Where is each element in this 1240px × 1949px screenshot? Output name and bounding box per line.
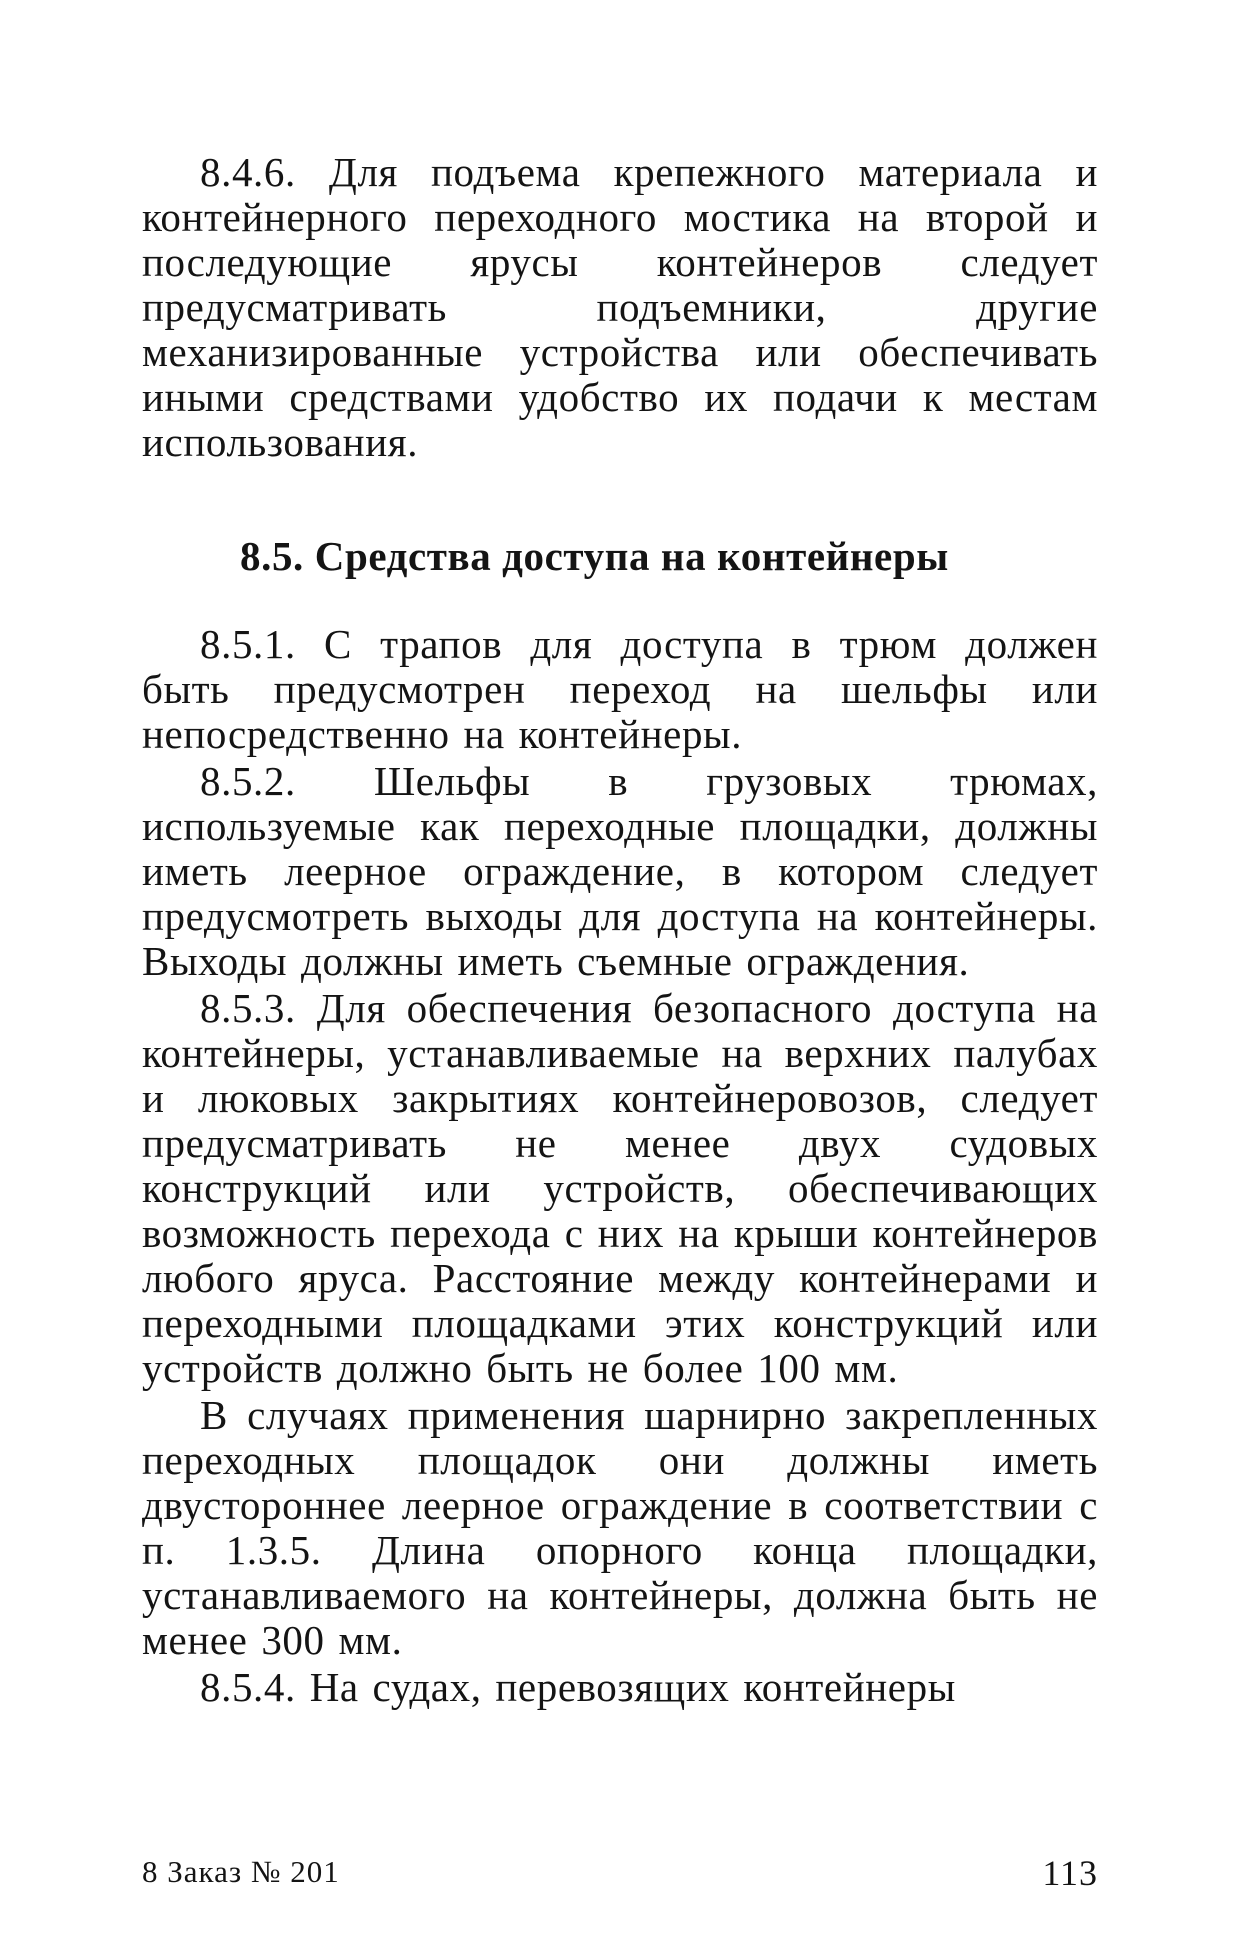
page-footer [142,1854,1098,1894]
page-body [142,150,1098,1710]
paragraph-8-4-6: 8.4.6. Для подъема крепежного материала и контейнерного переходного мостика на второй и последующие ярусы контейнеров следует предусматривать подъемники, другие механизированные устройства или обеспечивать иными средствами удобство их подачи к местам использования. [142,149,1098,465]
paragraph-8-5-1: 8.5.1. С трапов для доступа в трюм должен быть предусмотрен переход на шельфы или непосредственно на контейнеры. [142,621,1098,757]
paragraph-8-5-2: 8.5.2. Шельфы в грузовых трюмах, используемые как переходные площадки, должны иметь леерное ограждение, в котором следует предусмотреть выходы для доступа на контейнеры. Выходы должны иметь съемные ограждения. [142,758,1098,984]
paragraph-8-5-4: 8.5.4. На судах, перевозящих контейнеры [200,1664,956,1710]
section-heading-8-5: 8.5. Средства доступа на контейнеры [240,533,949,579]
paragraph-8-5-3: 8.5.3. Для обеспечения безопасного доступа на контейнеры, устанавливаемые на верхних палубах и люковых закрытиях контейнеровозов, следует предусматривать не менее двух судовых конструкций или устройств, обеспечивающих возможность перехода с них на крыши контейнеров любого яруса. Расстояние между контейнерами и переходными площадками этих конструкций или устройств должно быть не более 100 мм. [142,985,1098,1391]
page-number: 113 [1042,1853,1098,1893]
order-number: 8 Заказ № 201 [142,1854,340,1889]
paragraph-hinged-platforms: В случаях применения шарнирно закрепленных переходных площадок они должны иметь двустороннее леерное ограждение в соответствии с п. 1.3.5. Длина опорного конца площадки, устанавливаемого на контейнеры, должна быть не менее 300 мм. [142,1392,1098,1663]
